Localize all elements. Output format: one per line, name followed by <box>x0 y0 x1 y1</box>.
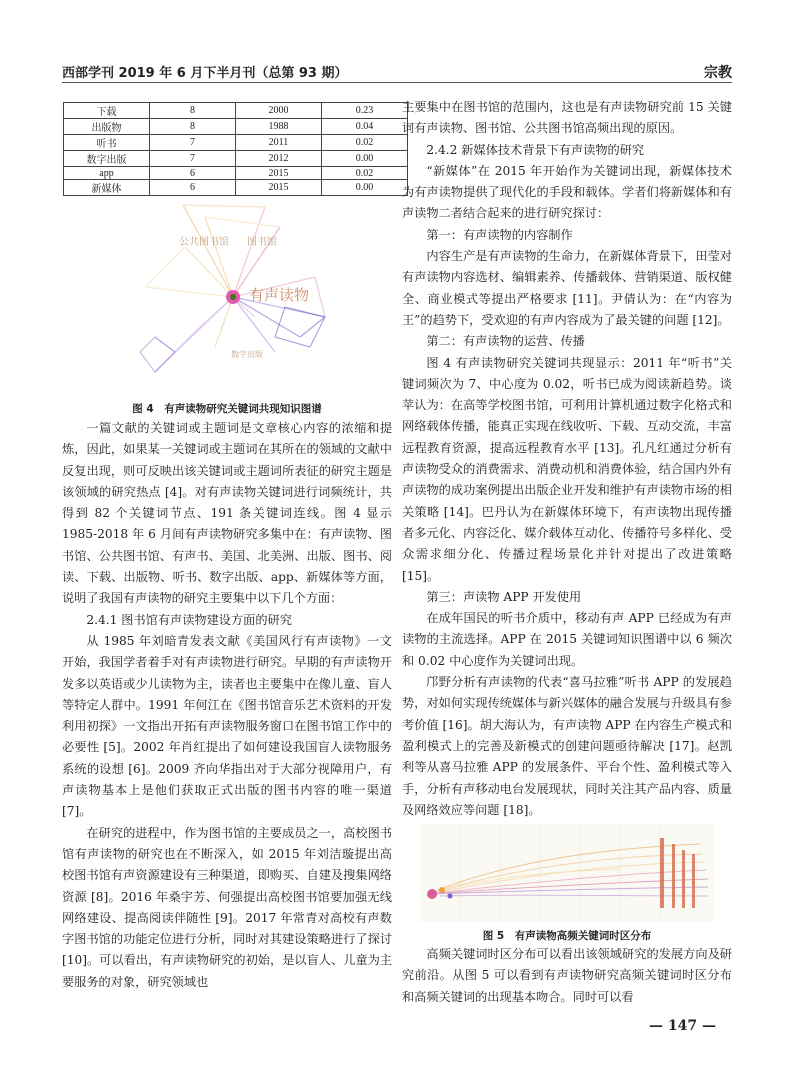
section-name: 宗教 <box>704 65 732 81</box>
table-cell: 8 <box>150 119 236 135</box>
table-row <box>64 135 408 151</box>
paragraph: 邝野分析有声读物的代表“喜马拉雅”听书 APP 的发展趋势，对如何实现传统媒体与新兴媒体的融合发展与升级具有参考价值 [16]。胡大海认为，有声读物 APP 在内容生产模式和盈利模式上的完善及新模式的创建问题亟待解决 [17]。赵凯利等从喜马拉雅 APP 的发展条件、平台个性、盈利模式等入手，分析有声移动电台发展现状，同时关注其产品内容、质量及网络效应等问题 [18]。 <box>402 675 732 817</box>
page-number: — 147 — <box>649 1018 716 1034</box>
paragraph: 图 4 有声读物研究关键词共现显示：2011 年“听书”关键词频次为 7、中心度为 0.02，听书已成为阅读新趋势。谈苹认为：在高等学校图书馆，可利用计算机通过数字化格式和网络载体传播，能真正实现在线收听、下载、互动交流，丰富远程教育资源，提高远程教育水平 [13]。孔凡红通过分析有声读物受众的消费需求、消费动机和消费体验，结合国内外有声读物的成功案例提出出版企业开发和维护有声读物市场的相关策略 [14]。巴丹认为在新媒体环境下，有声读物出现传播者多元化、内容泛化、媒介载体互动化、传播符号多样化、受众需求细分化、传播过程场景化并针对提出了改进策略 [15]。 <box>402 355 732 583</box>
table-cell: 0.00 <box>322 180 408 196</box>
journal-title: 西部学刊 2019 年 6 月下半月刊（总第 93 期） <box>62 66 348 81</box>
section-heading: 第二：有声读物的运营、传播 <box>426 334 585 349</box>
center-node-core <box>230 294 236 300</box>
table-cell: 出版物 <box>64 119 150 135</box>
cooccurrence-network-graph <box>115 187 355 397</box>
paragraph: 高频关键词时区分布可以看出该领域研究的发展方向及研究前沿。从图 5 可以看到有声读物研究高频关键词时区分布和高频关键词的出现基本吻合。同时可以看 <box>402 947 732 1004</box>
figure-4-caption: 图 4 有声读物研究关键词共现知识图谱 <box>132 403 322 415</box>
table-cell: 2011 <box>236 135 322 151</box>
table-row <box>64 167 408 180</box>
table-cell: 6 <box>150 180 236 196</box>
table-cell: 下载 <box>64 103 150 119</box>
figure-5-image <box>420 824 715 922</box>
table-row <box>64 103 408 119</box>
table-cell: 0.02 <box>322 167 408 180</box>
paragraph: 在成年国民的听书介质中，移动有声 APP 已经成为有声读物的主流选择。APP 在 2015 关键词知识图谱中以 6 频次和 0.02 中心度作为关键词出现。 <box>402 611 732 668</box>
table-cell: 0.00 <box>322 151 408 167</box>
table-cell: 新媒体 <box>64 180 150 196</box>
table-cell: 6 <box>150 167 236 180</box>
table-cell: 2015 <box>236 167 322 180</box>
paragraph: 从 1985 年刘暗青发表文献《美国风行有声读物》一文开始，我国学者着手对有声读物进行研究。早期的有声读物开发多以英语或少儿读物为主，读者也主要集中在像儿童、盲人等特定人群中。1991 年何江在《图书馆音乐艺术资料的开发利用初探》一文指出开拓有声读物服务窗口在图书馆工作中的必要性 [5]。2002 年肖红提出了如何建设我国盲人读物服务系统的设想 [6]。2009 齐向华指出对于大部分视障用户，有声读物基本上是他们获取正式出版的图书内容的唯一渠道 [7]。 <box>62 633 392 819</box>
paragraph: 一篇文献的关键词或主题词是文章核心内容的浓缩和提炼，因此，如果某一关键词或主题词在其所在的领域的文献中反复出现，则可反映出该关键词或主题词所表征的研究主题是该领域的研究热点 [4]。对有声读物关键词进行词频统计，共得到 82 个关键词节点、191 条关键词连线。图 4 显示 1985-2018 年 6 月间有声读物研究多集中在：有声读物、图书馆、公共图书馆、有声书、美国、北美洲、出版、图书、阅读、下载、出版物、听书、数字出版、app、新媒体等方面，说明了我国有声读物的研究主要集中以下几个方面： <box>62 421 392 606</box>
running-header <box>62 60 732 80</box>
paragraph: 主要集中在图书馆的范围内，这也是有声读物研究前 15 关键词有声读物、图书馆、公共图书馆高频出现的原因。 <box>402 100 732 136</box>
table-cell: app <box>64 167 150 180</box>
right-bottom-text <box>402 944 732 1008</box>
table-row <box>64 151 408 167</box>
table-cell: 0.23 <box>322 103 408 119</box>
left-column <box>62 418 392 993</box>
graph-label-center: 有声读物 <box>249 286 310 304</box>
table-cell: 2015 <box>236 180 322 196</box>
figure-4-image <box>115 187 355 397</box>
paragraph: 在研究的进程中，作为图书馆的主要成员之一，高校图书馆有声读物的研究也在不断深入，如 2015 年刘洁璇提出高校图书馆有声资源建设有三种渠道，即购买、自建及搜集网络资源 [8]。2016 年桑宇芳、何强提出高校图书馆要加强无线网络建设、提高阅读伴随性 [9]。2017 年常青对高校有声数字图书馆的功能定位进行分析，同时对其建设策略进行了探讨 [10]。可以看出，有声读物研究的初始，是以盲人、儿童为主要服务的对象，研究领域也 <box>62 825 392 989</box>
table-cell: 0.04 <box>322 119 408 135</box>
table-cell: 2012 <box>236 151 322 167</box>
table-cell: 7 <box>150 151 236 167</box>
section-heading: 第一：有声读物的内容制作 <box>426 227 573 242</box>
table-cell: 1988 <box>236 119 322 135</box>
table-cell: 0.02 <box>322 135 408 151</box>
table-row <box>64 119 408 135</box>
table-cell: 听书 <box>64 135 150 151</box>
section-heading: 第三：声读物 APP 开发使用 <box>426 589 582 604</box>
figure-5-caption: 图 5 有声读物高频关键词时区分布 <box>482 930 652 942</box>
table-cell: 2000 <box>236 103 322 119</box>
table-cell: 数字出版 <box>64 151 150 167</box>
right-column <box>402 97 732 821</box>
section-heading: 2.4.2 新媒体技术背景下有声读物的研究 <box>426 142 645 157</box>
header-rule <box>62 82 732 83</box>
graph-label-public-library: 公共图书馆 <box>179 237 229 248</box>
section-heading: 2.4.1 图书馆有声读物建设方面的研究 <box>86 612 292 627</box>
table-cell: 8 <box>150 103 236 119</box>
table-cell: 7 <box>150 135 236 151</box>
graph-label-library: 图书馆 <box>247 237 277 248</box>
paragraph: 内容生产是有声读物的生命力，在新媒体背景下，田莹对有声读物内容选材、编辑素养、传播载体、营销渠道、版权健全、商业模式等提出严格要求 [11]。尹倩认为：在“内容为王”的趋势下，受欢迎的有声内容成为了最关键的问题 [12]。 <box>402 249 732 327</box>
paragraph: “新媒体”在 2015 年开始作为关键词出现，新媒体技术为有声读物提供了现代化的手段和载体。学者们将新媒体和有声读物二者结合起来的进行研究探讨： <box>402 163 732 221</box>
keyword-table <box>63 102 408 196</box>
timezone-distribution-graph <box>420 824 715 922</box>
keyword-table-wrap <box>63 102 408 196</box>
graph-label-digital-publishing: 数字出版 <box>231 350 263 359</box>
